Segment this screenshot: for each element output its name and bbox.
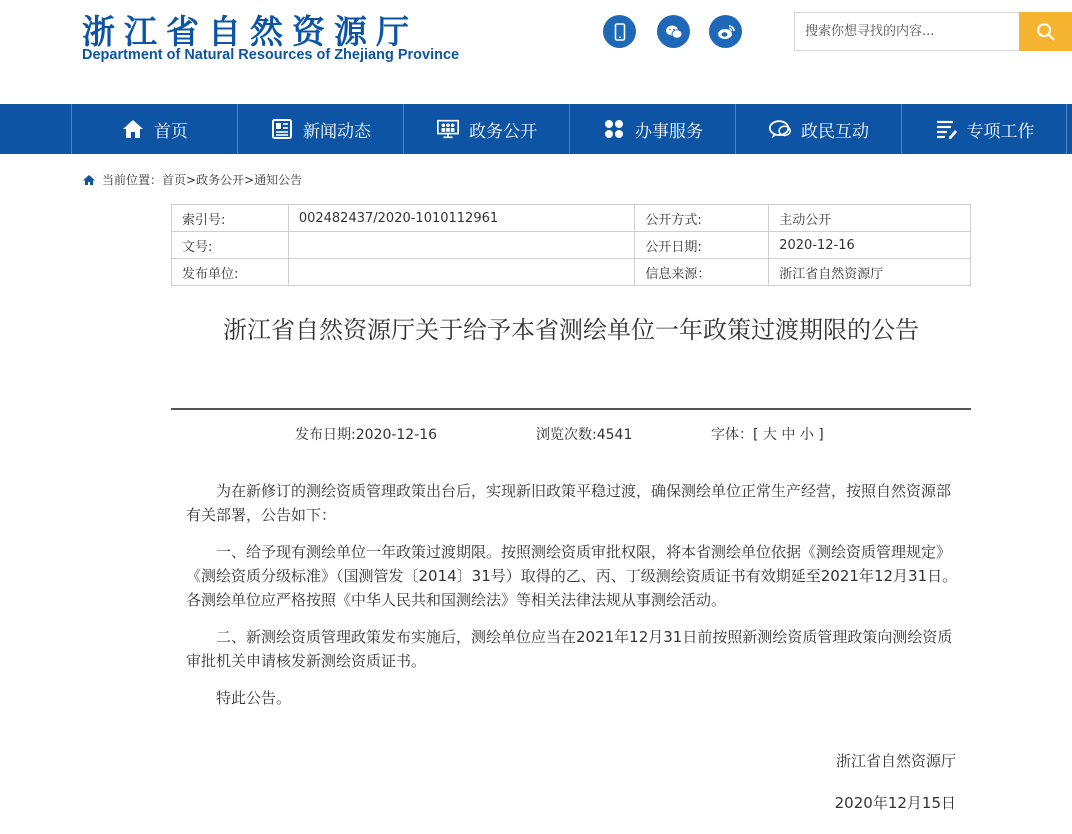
article-paragraph: 二、新测绘资质管理政策发布实施后，测绘单位应当在2021年12月31日前按照新测绘资质管理政策向测绘资质审批机关申请核发新测绘资质证书。 — [186, 628, 953, 670]
nav-item-news[interactable] — [237, 104, 403, 154]
main-nav — [0, 104, 1072, 154]
site-logo-title[interactable]: 浙江省自然资源厅 — [82, 12, 418, 51]
nav-item-label: 专项工作 — [966, 121, 1035, 142]
font-size-medium[interactable]: 中 — [781, 427, 796, 443]
font-size-control — [711, 424, 824, 444]
chat-icon — [768, 118, 792, 140]
article-body — [186, 479, 958, 723]
breadcrumb-prefix: 当前位置： — [102, 173, 163, 187]
table-row — [172, 259, 971, 286]
mobile-icon[interactable] — [603, 15, 636, 48]
article-paragraph: 为在新修订的测绘资质管理政策出台后，实现新旧政策平稳过渡，确保测绘单位正常生产经营，按照自然资源部有关部署，公告如下： — [186, 482, 952, 524]
nav-item-interaction[interactable] — [735, 104, 901, 154]
service-icon — [602, 118, 626, 140]
search-button[interactable] — [1019, 12, 1072, 51]
list-icon — [934, 118, 958, 140]
nav-item-service[interactable] — [569, 104, 735, 154]
source-label: 信息来源： — [635, 259, 769, 286]
nav-item-label: 新闻动态 — [303, 121, 371, 142]
publish-date: 发布日期:2020-12-16 — [295, 427, 438, 443]
wechat-icon[interactable] — [657, 15, 690, 48]
date-label: 公开日期: — [635, 232, 769, 259]
search-field[interactable] — [794, 12, 1019, 51]
article-paragraph: 特此公告。 — [216, 689, 292, 707]
breadcrumb-item-government[interactable]: 政务公开 — [196, 173, 245, 187]
nav-item-special[interactable] — [901, 104, 1067, 154]
index-label: 索引号: — [172, 205, 289, 232]
font-size-open: [ — [753, 427, 759, 443]
signature: 浙江省自然资源厅 — [835, 752, 956, 770]
weibo-icon[interactable] — [709, 15, 742, 48]
nav-item-label: 政民互动 — [801, 121, 869, 142]
government-icon — [436, 118, 460, 140]
nav-item-label: 政务公开 — [469, 121, 537, 142]
view-count: 浏览次数:4541 — [536, 427, 633, 443]
method-label: 公开方式: — [635, 205, 769, 232]
breadcrumb-item-home[interactable]: 首页 — [162, 173, 187, 187]
table-row — [172, 232, 971, 259]
breadcrumb-separator: > — [186, 172, 197, 187]
title-divider — [171, 408, 971, 410]
table-row — [172, 205, 971, 232]
site-header — [0, 0, 1072, 104]
breadcrumb — [82, 171, 302, 188]
docno-value — [288, 232, 635, 259]
nav-item-label: 办事服务 — [635, 121, 703, 142]
article-title: 浙江省自然资源厅关于给予本省测绘单位一年政策过渡期限的公告 — [223, 316, 919, 344]
home-icon — [82, 174, 96, 186]
document-info-table — [171, 204, 971, 286]
font-size-close: ] — [818, 427, 824, 443]
article-paragraph: 一、给予现有测绘单位一年政策过渡期限。按照测绘资质审批权限，将本省测绘单位依据《测绘资质管理规定》《测绘资质分级标准》（国测管发〔2014〕31号）取得的乙、丙、丁级测绘资质证书有效期延至2021年12月31日。各测绘单位应严格按照《中华人民共和国测绘法》等相关法律法规从事测绘活动。 — [186, 543, 958, 609]
site-logo-subtitle: Department of Natural Resources of Zhejiang Province — [82, 47, 460, 63]
index-value: 002482437/2020-1010112961 — [288, 205, 635, 232]
sign-date: 2020年12月15日 — [834, 794, 956, 812]
nav-item-label: 首页 — [154, 121, 188, 142]
nav-item-government[interactable] — [403, 104, 569, 154]
home-icon — [121, 118, 145, 140]
news-icon — [270, 118, 294, 140]
publisher-value — [288, 259, 635, 286]
publisher-label: 发布单位: — [172, 259, 289, 286]
nav-item-home[interactable] — [71, 104, 237, 154]
font-size-large[interactable]: 大 — [762, 427, 777, 443]
docno-label: 文号: — [172, 232, 289, 259]
font-size-small[interactable]: 小 — [799, 427, 814, 443]
breadcrumb-item-notices[interactable]: 通知公告 — [254, 173, 303, 187]
search-input[interactable] — [795, 13, 1019, 50]
source-value: 浙江省自然资源厅 — [769, 259, 971, 286]
font-size-label: 字体： — [711, 427, 753, 443]
method-value: 主动公开 — [769, 205, 971, 232]
date-value: 2020-12-16 — [769, 232, 971, 259]
breadcrumb-separator: > — [244, 172, 255, 187]
search-icon — [1035, 21, 1057, 43]
